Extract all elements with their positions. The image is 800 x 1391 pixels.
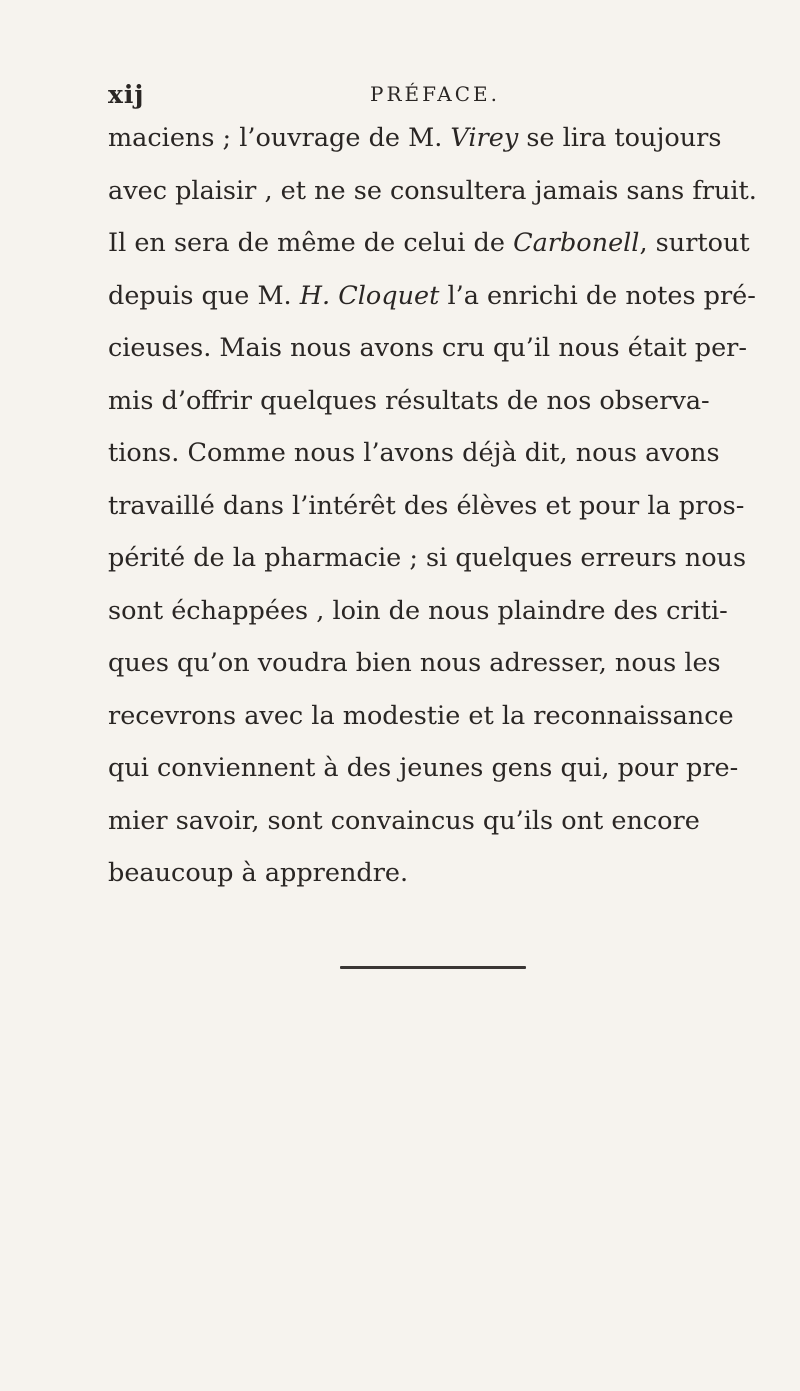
text-run: sont échappées , loin de nous plaindre des criti- [108,595,728,626]
text-run: beaucoup à apprendre. [108,858,409,888]
text-line [108,847,798,900]
text-line [108,480,798,533]
text-run: avec plaisir , et ne se consultera jamais sans fruit. [108,175,757,206]
text-line [108,742,798,795]
italic-name: Virey [450,123,519,153]
text-line [108,165,798,218]
text-line [108,270,798,323]
text-line [108,690,798,743]
text-line [108,322,798,375]
text-run: maciens ; l’ouvrage de M. [108,123,451,153]
text-run: l’a enrichi de notes pré- [439,280,756,311]
running-title: PRÉFACE. [370,82,500,106]
text-line [108,585,798,638]
closing-rule [340,966,526,969]
text-run: mis d’offrir quelques résultats de nos observa- [108,385,710,416]
text-run: depuis que M. [108,280,300,311]
text-line [108,427,798,480]
text-run: cieuses. Mais nous avons cru qu’il nous était per- [108,333,747,363]
text-run: , surtout [639,228,750,258]
text-run: mier savoir, sont convaincus qu’ils ont encore [108,805,700,836]
text-run: qui conviennent à des jeunes gens qui, pour pre- [108,753,739,783]
text-run: tions. Comme nous l’avons déjà dit, nous avons [108,438,720,468]
italic-name: Carbonell [513,228,640,258]
text-run: périté de la pharmacie ; si quelques erreurs nous [108,543,747,573]
body-text [108,112,798,900]
text-line [108,532,798,585]
text-run: ques qu’on voudra bien nous adresser, nous les [108,648,721,678]
text-line [108,795,798,848]
italic-name: H. Cloquet [299,280,440,311]
text-line [108,637,798,690]
text-run: Il en sera de même de celui de [108,228,514,258]
text-line [108,375,798,428]
text-run: se lira toujours [518,123,722,153]
page-number: xij [108,80,145,109]
text-line [108,217,798,270]
text-run: recevrons avec la modestie et la reconnaissance [108,700,734,731]
text-line [108,112,798,165]
text-run: travaillé dans l’intérêt des élèves et pour la pros- [108,490,745,521]
